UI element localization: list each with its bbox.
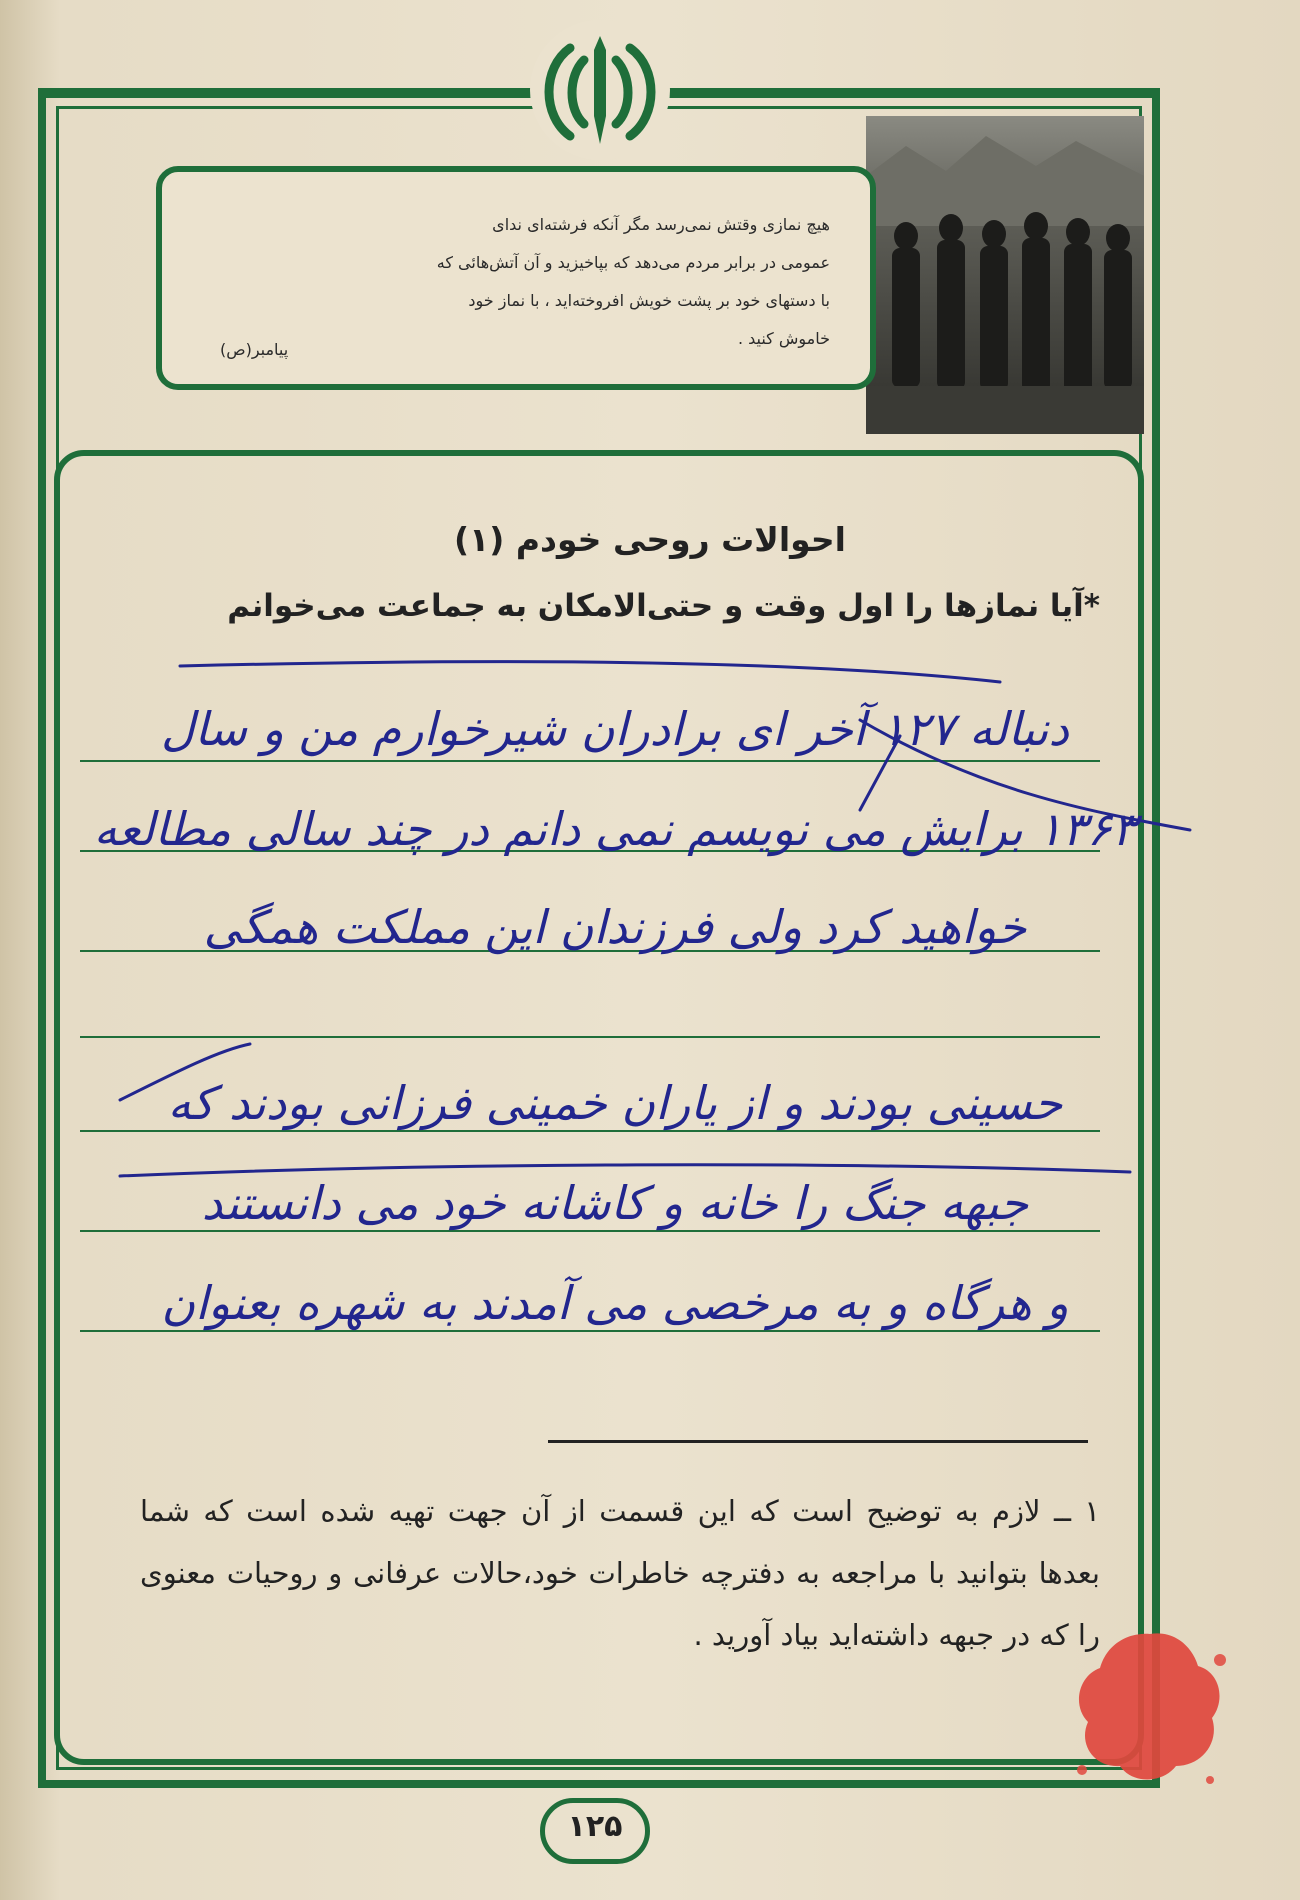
hadith-line: عمومی در برابر مردم می‌دهد که بپاخیزید و آن آتش‌هائی که — [436, 253, 830, 272]
handwritten-line: حسینی بودند و از یاران خمینی فرزانی بودند که — [167, 1076, 1063, 1130]
section-heading: احوالات روحی خودم (۱) — [454, 520, 846, 559]
handwritten-line: دنباله ۱۲۷ آخر ای برادران شیرخوارم من و سال — [161, 702, 1069, 756]
handwritten-line: ۱۳۶۳ برایش می نویسم نمی دانم در چند سالی مطالعه — [93, 802, 1137, 856]
footnote: ۱ ــ لازم به توضیح است که این قسمت از آن جهت تهیه شده است که شما بعدها بتوانید با مراجعه به دفترچه خاطرات خود،حالات عرفانی و روحیات معنوی را که در جبهه داشته‌اید بیاد آورید . — [140, 1494, 1100, 1652]
footnote-separator — [548, 1440, 1088, 1443]
handwritten-line: و هرگاه و به مرخصی می آمدند به شهره بعنوان — [161, 1276, 1069, 1330]
hadith-line: هیچ نمازی وقتش نمی‌رسد مگر آنکه فرشته‌ای ندای — [492, 215, 830, 234]
handwritten-line: خواهید کرد ولی فرزندان این مملکت همگی — [203, 900, 1027, 954]
hadith-line: خاموش کنید . — [737, 329, 830, 348]
hadith-source: پیامبر(ص) — [220, 340, 289, 359]
red-ink-stain — [1070, 1620, 1230, 1794]
page-number: ۱۲۵ — [567, 1809, 623, 1844]
hadith-line: با دستهای خود بر پشت خویش افروخته‌اید ، با نماز خود — [468, 291, 830, 310]
question-text: *آیا نمازها را اول وقت و حتی‌الامکان به جماعت می‌خوانم — [227, 588, 1100, 624]
handwritten-line: جبهه جنگ را خانه و کاشانه خود می دانستند — [201, 1176, 1029, 1230]
